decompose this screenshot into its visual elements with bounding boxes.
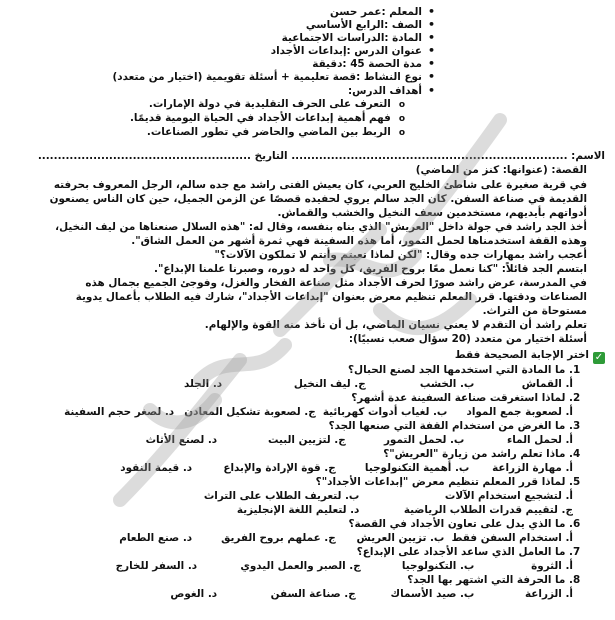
answer-option[interactable]: أ. القماش	[521, 378, 573, 390]
answer-option[interactable]: أ. الزراعة	[525, 588, 573, 600]
answer-option[interactable]: د. لصنع الأثاث	[145, 434, 218, 446]
question-8	[407, 574, 585, 588]
answer-option[interactable]: ب. صيد الأسماك	[390, 588, 475, 600]
date-label: التاريخ	[254, 150, 288, 162]
answer-option[interactable]: ب. لغياب أدوات كهربائية	[322, 406, 448, 418]
story-line: في قرية صغيرة على شاطئ الخليج العربي، كان يعيش الفتى راشد مع جده سالم، الرجل المعروف بحرفته	[53, 179, 587, 191]
answer-option[interactable]: د. صنع الطعام	[119, 532, 193, 544]
story-line: وهذه القفة استخدمناها لحمل التمور، أما هذه السفينة فهي ثمرة أشهر من العمل الشاق".	[131, 235, 587, 247]
lesson-line: • عنوان الدرس :إبداعات الأجداد	[271, 44, 435, 59]
question-2-options	[64, 406, 573, 420]
question-text: لماذا استغرقت صناعة السفينة عدة أشهر؟	[351, 392, 566, 404]
question-3-options	[146, 434, 573, 448]
question-text: ما الحرفة التي اشتهر بها الجد؟	[407, 574, 566, 586]
question-text: لماذا قرر المعلم تنظيم معرض "إبداعات الأجداد"؟	[315, 476, 566, 488]
name-label: الاسم:	[571, 150, 605, 162]
answer-option[interactable]: د. لتعليم اللغة الإنجليزية	[236, 504, 360, 516]
answer-option[interactable]: د. الغوص	[170, 588, 218, 600]
objectives-title: • أهداف الدرس:	[348, 84, 435, 99]
story-line: أخذ الجد راشد في جولة داخل "العريش" الذي بناه بنفسه، وقال له: "هذه السلال صنعناها من ليف النخيل،	[55, 221, 587, 233]
question-number: 5.	[569, 476, 581, 488]
answer-option[interactable]: أ. مهارة الزراعة	[492, 462, 573, 474]
instruction-text: اختر الإجابة الصحيحة فقط	[454, 349, 589, 361]
answer-option[interactable]: ب. لتعريف الطلاب على التراث	[203, 490, 360, 502]
story-line: مستوحاة من التراث.	[482, 305, 587, 317]
answer-option[interactable]: ج. لصعوبة تشكيل المعادن	[184, 406, 316, 418]
question-number: 6.	[569, 518, 581, 530]
answer-option[interactable]: أ. استخدام السفن فقط	[451, 532, 573, 544]
question-text: ما الغرض من استخدام القفة التي صنعها الجد؟	[328, 420, 566, 432]
question-number: 2.	[569, 392, 581, 404]
question-text: ما المادة التي استخدمها الجد لصنع الحبال؟	[348, 364, 566, 376]
teacher-line: • المعلم :عمر حسن	[330, 5, 435, 20]
question-5-options-row-1	[204, 490, 573, 504]
question-8-options	[170, 588, 573, 602]
question-7	[357, 546, 585, 560]
answer-option[interactable]: ب. أهمية التكنولوجيا	[364, 462, 470, 474]
question-4-options	[120, 462, 573, 476]
story-line: القديمة في صناعة السفن. كان الجد سالم يروي لحفيده قصصًا عن الزمن الجميل، حين كان الناس يصنعون	[49, 193, 587, 205]
date-field[interactable]: ......................................................	[37, 150, 251, 162]
question-2	[351, 392, 585, 406]
question-5-options-row-2	[237, 504, 573, 518]
answer-option[interactable]: د. لصغر حجم السفينة	[64, 406, 175, 418]
answer-option[interactable]: د. السفر للخارج	[115, 560, 198, 572]
question-3	[329, 420, 585, 434]
story-line: ابتسم الجد قائلاً: "كنا نعمل معًا بروح الفريق، كل واحد له دوره، وصبرنا علمنا الإبداع".	[154, 263, 587, 275]
question-number: 8.	[569, 574, 581, 586]
question-text: ماذا تعلم راشد من زيارة "العريش"؟	[383, 448, 566, 460]
story-line: في المدرسة، عرض راشد صورًا لحرف الأجداد مثل صناعة الفخار والغزل، وفوجئ الجميع بجمال هذه	[85, 277, 587, 289]
story-title: القصة: (عنوانها: كنز من الماضي)	[415, 164, 587, 176]
answer-option[interactable]: أ. لتشجيع استخدام الآلات	[444, 490, 573, 502]
grade-line: • الصف :الرابع الأساسي	[306, 18, 435, 33]
questions-heading: أسئلة اختيار من متعدد (20 سؤال صعب نسبيًا):	[348, 333, 587, 345]
answer-option[interactable]: د. الجلد	[184, 378, 223, 390]
question-6	[348, 518, 585, 532]
answer-option[interactable]: ب. الخشب	[419, 378, 475, 390]
name-field[interactable]: ......................................................................	[291, 150, 568, 162]
answer-option[interactable]: د. قيمة النقود	[120, 462, 193, 474]
objective-item: o الربط بين الماضي والحاضر في تطور الصناعات.	[147, 126, 405, 140]
answer-option[interactable]: ج. عملهم بروح الفريق	[221, 532, 336, 544]
answer-option[interactable]: أ. لحمل الماء	[506, 434, 573, 446]
question-7-options	[116, 560, 573, 574]
answer-option[interactable]: أ. الثروة	[531, 560, 573, 572]
objective-item: o فهم أهمية إبداعات الأجداد في الحياة اليومية قديمًا.	[130, 112, 405, 126]
question-5	[316, 476, 585, 490]
question-number: 7.	[569, 546, 581, 558]
question-1	[348, 364, 585, 378]
answer-option[interactable]: أ. لصعوبة جمع المواد	[466, 406, 573, 418]
answer-option[interactable]: ج. لتزيين البيت	[268, 434, 346, 446]
story-line: تعلم راشد أن التقدم لا يعني نسيان الماضي، بل أن نأخذ منه القوة والإلهام.	[204, 319, 587, 331]
check-icon: ✓	[594, 352, 604, 363]
story-line: الصناعات ودقتها. قرر المعلم تنظيم معرض بعنوان "إبداعات الأجداد"، شارك فيه الطلاب بأعمال يدوية	[75, 291, 587, 303]
answer-option[interactable]: ب. لحمل التمور	[383, 434, 465, 446]
question-6-options	[119, 532, 573, 546]
answer-option[interactable]: ج. قوة الإرادة والإبداع	[223, 462, 336, 474]
question-1-options	[184, 378, 573, 392]
activity-type-line: • نوع النشاط :قصة تعليمية + أسئلة تقويمية (اختيار من متعدد)	[113, 70, 435, 85]
question-4	[383, 448, 585, 462]
story-line: أدواتهم بأيديهم، مستخدمين سعف النخيل والخشب والقماش.	[277, 207, 587, 219]
question-number: 3.	[569, 420, 581, 432]
instruction-line	[455, 349, 605, 364]
answer-option[interactable]: ج. ليف النخيل	[293, 378, 366, 390]
subject-line: • المادة :الدراسات الاجتماعية	[282, 31, 435, 46]
story-line: أعجب راشد بمهارات جده وقال: "لكن لماذا تعبتم وأنتم لا تملكون الآلات؟"	[214, 249, 587, 261]
student-name-date-line	[38, 150, 605, 164]
duration-line: • مدة الحصة 45 :دقيقة	[312, 57, 435, 72]
question-number: 1.	[569, 364, 581, 376]
question-text: ما الذي يدل على تعاون الأجداد في القصة؟	[348, 518, 566, 530]
question-number: 4.	[569, 448, 581, 460]
objective-item: o التعرف على الحرف التقليدية في دولة الإمارات.	[149, 98, 405, 112]
question-text: ما العامل الذي ساعد الأجداد على الإبداع؟	[356, 546, 566, 558]
answer-option[interactable]: ج. صناعة السفن	[270, 588, 356, 600]
answer-option[interactable]: ب. التكنولوجيا	[401, 560, 475, 572]
answer-option[interactable]: ج. الصبر والعمل اليدوي	[240, 560, 361, 572]
answer-option[interactable]: ج. لتقييم قدرات الطلاب الرياضية	[403, 504, 573, 516]
answer-option[interactable]: ب. تزيين العريش	[356, 532, 445, 544]
